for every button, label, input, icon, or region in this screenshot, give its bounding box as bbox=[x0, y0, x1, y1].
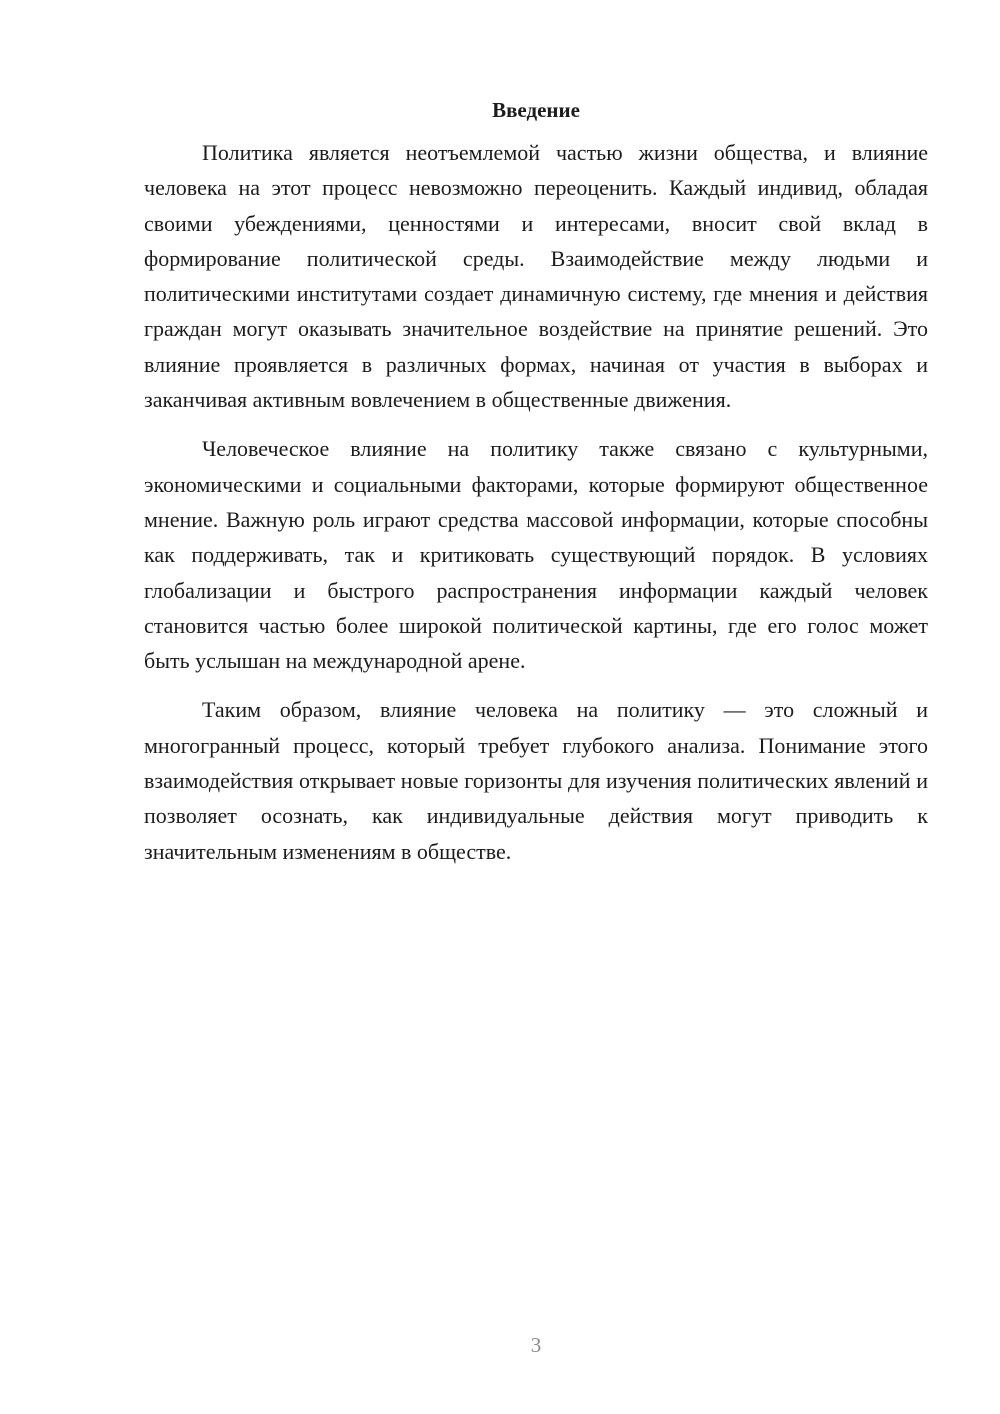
page-number: 3 bbox=[530, 1333, 542, 1357]
paragraph-2: Человеческое влияние на политику также связано с культурными, экономическими и социальными факторами, которые формируют общественное мнение. Важную роль играют средства массовой информации, которые способны как поддерживать, так и критиковать существующий порядок. В условиях глобализации и быстрого распространения информации каждый человек становится частью более широкой политической картины, где его голос может быть услышан на международной арене. bbox=[144, 436, 928, 674]
paragraph-3: Таким образом, влияние человека на политику — это сложный и многогранный процесс, который требует глубокого анализа. Понимание этого взаимодействия открывает новые горизонты для изучения политических явлений и позволяет осознать, как индивидуальные действия могут приводить к значительным изменениям в обществе. bbox=[144, 697, 928, 864]
paragraph-1: Политика является неотъемлемой частью жизни общества, и влияние человека на этот процесс невозможно переоценить. Каждый индивид, обладая своими убеждениями, ценностями и интересами, вносит свой вклад в формирование политической среды. Взаимодействие между людьми и политическими институтами создает динамичную систему, где мнения и действия граждан могут оказывать значительное воздействие на принятие решений. Это влияние проявляется в различных формах, начиная от участия в выборах и заканчивая активным вовлечением в общественные движения. bbox=[144, 140, 928, 413]
section-heading: Введение bbox=[492, 98, 580, 122]
page-content bbox=[144, 94, 928, 883]
